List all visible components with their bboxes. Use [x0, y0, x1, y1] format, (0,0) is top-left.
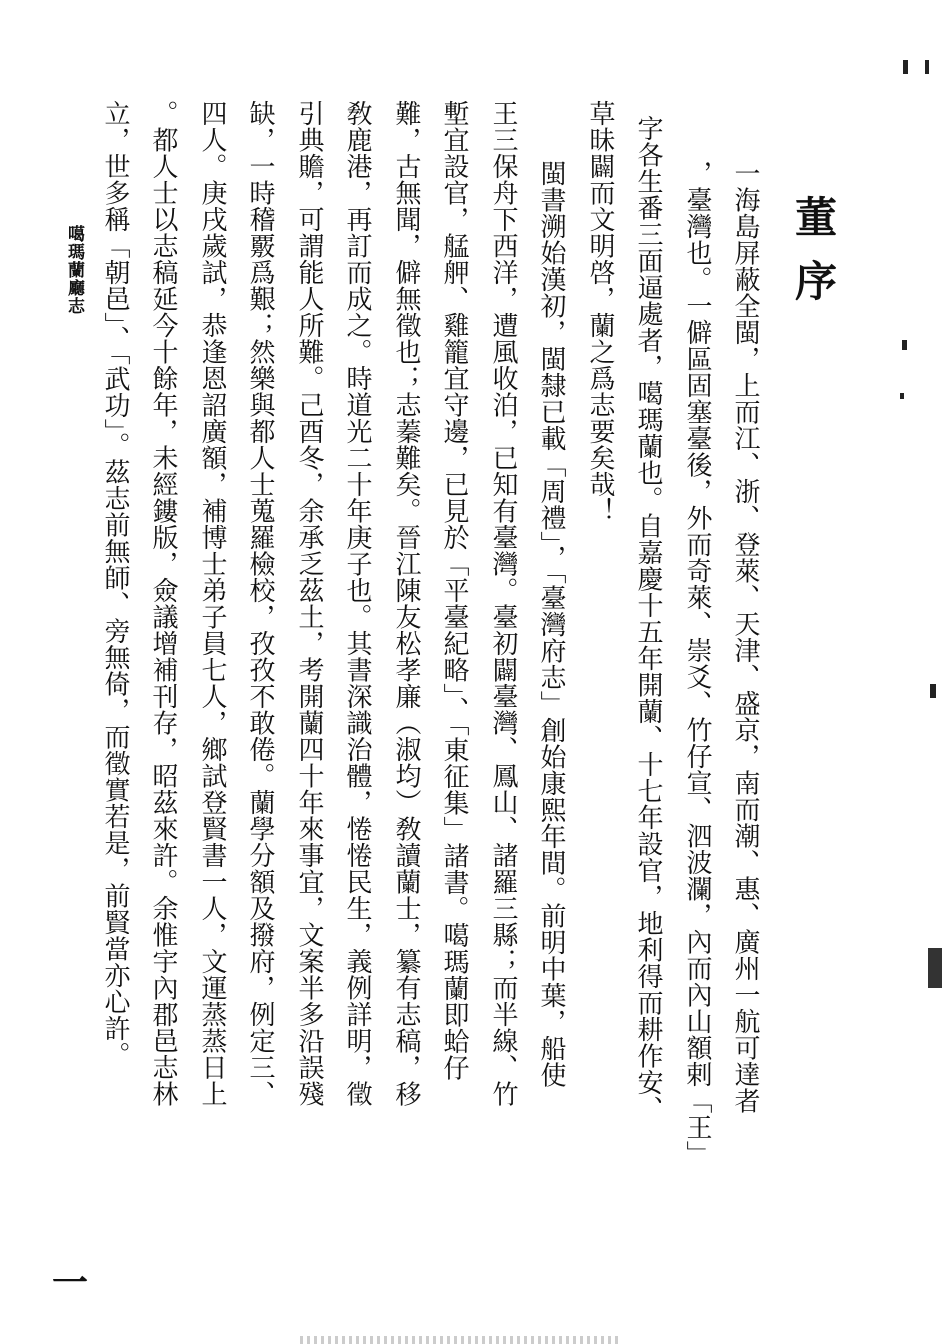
- margin-mark: [925, 60, 937, 74]
- scan-artifact: [300, 1336, 620, 1344]
- text-column-4: 草昧闢而文明啓，蘭之爲志要矣哉！: [585, 100, 615, 524]
- text-column-13: 。都人士以志稿延今十餘年，未經鏤版，僉議增補刊存，昭茲來許。余惟宇內郡邑志林: [148, 100, 178, 1107]
- preface-title: 董序: [789, 195, 838, 323]
- text-column-12: 四人。庚戌歲試，恭逢恩詔廣額，補博士弟子員七人，鄉試登賢書一人，文運蒸蒸日上: [197, 100, 227, 1107]
- text-column-6: 王三保舟下西洋，遭風收泊，已知有臺灣。臺初闢臺灣、鳳山、諸羅三縣；而半線、竹: [488, 100, 518, 1107]
- page-number: 一: [52, 1263, 89, 1304]
- text-column-5: 閩書溯始漢初，閩隸已載「周禮」，「臺灣府志」創始康熙年間。前明中葉，船使: [536, 160, 566, 1088]
- margin-mark: [928, 948, 942, 988]
- margin-mark: [930, 684, 936, 698]
- margin-mark: [894, 393, 904, 399]
- text-column-2: ，臺灣也。一僻區固塞臺後，外而奇萊、崇爻、竹仔宣、泗波瀾，內而內山額剌「王」: [682, 160, 712, 1167]
- running-footer: 噶瑪蘭廳志: [64, 225, 84, 315]
- text-column-8: 難，古無聞，僻無徵也；志蓁難矣。晉江陳友松孝廉（淑均）敎讀蘭士，纂有志稿，移: [391, 100, 421, 1107]
- text-column-1: 一海島屏蔽全閩，上而江、浙、登萊、天津、盛京，南而潮、惠、廣州一航可達者: [730, 160, 760, 1114]
- margin-mark: [894, 340, 907, 350]
- text-column-3: 字各生番三面逼處者，噶瑪蘭也。自嘉慶十五年開蘭、十七年設官，地利得而耕作安、: [633, 115, 663, 1122]
- text-column-9: 敎鹿港，再訂而成之。時道光二十年庚子也。其書深識治體，惓惓民生，義例詳明，徵: [342, 100, 372, 1107]
- text-column-11: 缺，一時稽覈爲艱；然樂與都人士蒐羅檢校，孜孜不敢倦。蘭學分額及撥府，例定三、: [245, 100, 275, 1107]
- text-column-14: 立，世多稱「朝邑」、「武功」。茲志前無師、旁無倚，而徵實若是，前賢當亦心許。: [100, 100, 130, 1068]
- margin-mark: [893, 60, 908, 74]
- text-column-10: 引典贍，可謂能人所難。己酉冬，余承乏茲土，考開蘭四十年來事宜，文案半多沿誤殘: [294, 100, 324, 1107]
- text-column-7: 塹宜設官，艋舺、雞籠宜守邊，已見於「平臺紀略」、「東征集」諸書。噶瑪蘭即蛤仔: [439, 100, 469, 1081]
